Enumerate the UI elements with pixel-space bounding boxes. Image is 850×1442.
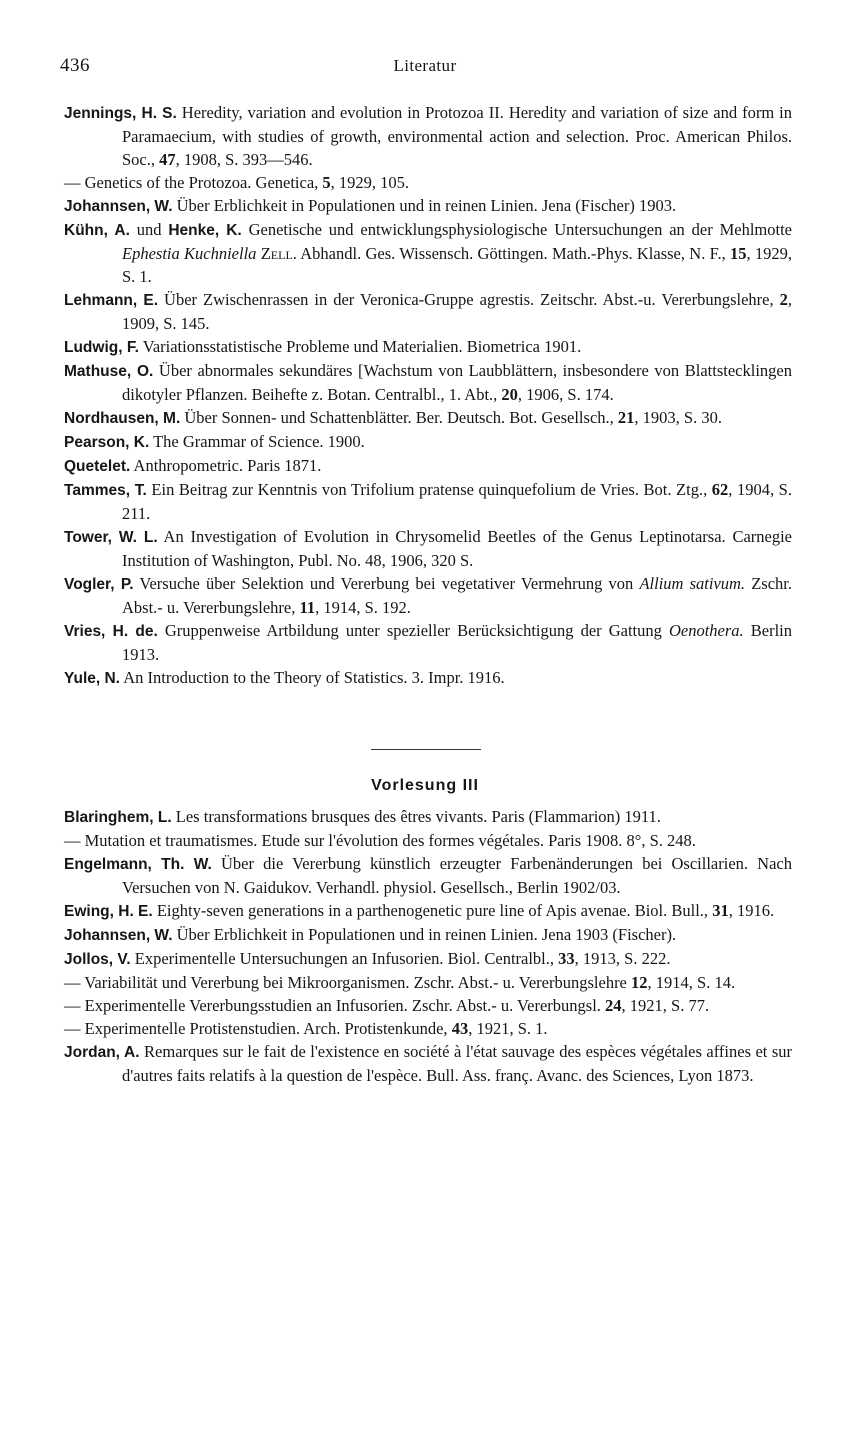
entry-text: Gruppenweise Artbildung unter spezieller Berücksichtigung der Gattung [157,621,669,640]
entry-author: Yule, N. [64,670,120,687]
entry-text: , 1914, S. 14. [647,973,736,992]
bibliography-entry [64,359,792,406]
volume-number: 21 [617,408,635,427]
bibliography-continuation [64,971,792,994]
entry-text: Versuche über Selektion und Vererbung bei vegetativer Vermehrung von [133,574,640,593]
entry-author: Vogler, P. [64,576,134,593]
volume-number: 2 [779,290,788,309]
bibliography-entry [64,1040,792,1087]
entry-text: , 1921, S. 77. [621,996,710,1015]
entry-text: , 1908, S. 393—546. [175,150,313,169]
entry-author: Tower, W. L. [64,529,158,546]
entry-text: Über Zwischenrassen in der Veronica-Gruppe agrestis. Zeitschr. Abst.-u. Vererbungslehre, [158,290,780,309]
volume-number: 12 [631,973,648,992]
entry-text: The Grammar of Science. 1900. [149,432,365,451]
bibliography-entry [64,478,792,525]
entry-author: Engelmann, Th. W. [64,856,212,873]
entry-author: Ludwig, F. [64,339,139,356]
entry-author: Johannsen, W. [64,198,173,215]
entry-text: , 1916. [728,901,775,920]
volume-number: 62 [711,480,729,499]
entry-author: Mathuse, O. [64,363,154,380]
entry-text: , 1909, S. 145. [122,290,792,333]
entry-author: Blaringhem, L. [64,809,172,826]
italic-title: Allium sativum. [639,574,746,593]
entry-text: , 1914, S. 192. [315,598,411,617]
entry-text: und [129,220,169,239]
bibliography-entry [64,406,792,430]
bibliography-entry [64,101,792,171]
volume-number: 47 [159,150,176,169]
entry-text: Über Erblichkeit in Populationen und in reinen Linien. Jena 1903 (Fischer). [172,925,677,944]
entry-text: Heredity, variation and evolution in Protozoa II. Heredity and variation of size and form in Paramaecium, with studies of growth, environmental action and selection. Proc. American Philos. Soc., [122,103,792,169]
volume-number: 5 [322,173,331,192]
bibliography-continuation [64,994,792,1017]
entry-text: — Variabilität und Vererbung bei Mikroorganismen. Zschr. Abst.- u. Vererbungslehre [64,973,632,992]
entry-coauthor: Henke, K. [168,222,242,239]
entry-text: Ein Beitrag zur Kenntnis von Trifolium pratense quinquefolium de Vries. Bot. Ztg., [146,480,712,499]
entry-text: . Abhandl. Ges. Wissensch. Göttingen. Math.-Phys. Klasse, N. F., [292,244,730,263]
entry-author: Vries, H. de. [64,623,158,640]
italic-title: Ephestia Kuchniella [122,244,257,263]
entry-text: , 1929, 105. [330,173,410,192]
entry-text: — Experimentelle Vererbungsstudien an Infusorien. Zschr. Abst.- u. Vererbungsl. [64,996,606,1015]
bibliography-entry [64,619,792,666]
entry-text: Genetische und entwicklungsphysiologische Untersuchungen an der Mehlmotte [241,220,792,239]
bibliography-entry [64,218,792,288]
bibliography-entry [64,525,792,572]
section-divider [371,749,481,750]
bibliography-entry [64,454,792,478]
volume-number: 24 [605,996,622,1015]
entry-text: Über Sonnen- und Schattenblätter. Ber. Deutsch. Bot. Gesellsch., [180,408,618,427]
entry-text: , 1906, S. 174. [517,385,614,404]
bibliography-entry [64,852,792,899]
page-number: 436 [60,55,90,76]
entry-text: — Genetics of the Protozoa. Genetica, [64,173,323,192]
bibliography-entry [64,194,792,218]
small-caps-name: Zell [260,244,293,263]
entry-text: — Mutation et traumatismes. Etude sur l'évolution des formes végétales. Paris 1908. 8°, S. 248. [64,831,696,850]
entry-author: Quetelet. [64,458,131,475]
entry-author: Jennings, H. S. [64,105,177,122]
italic-title: Oenothera. [668,621,744,640]
entry-text: Über abnormales sekundäres [Wachstum von Laubblättern, insbesondere von Blattstecklingen dikotyler Pflanzen. Beihefte z. Botan. Centralbl., 1. Abt., [122,361,792,404]
bibliography-continuation [64,1017,792,1040]
bibliography-entry [64,335,792,359]
bibliography-list-1 [64,101,792,690]
bibliography-entry [64,805,792,829]
entry-text: Les transformations brusques des êtres vivants. Paris (Flammarion) 1911. [171,807,661,826]
entry-author: Johannsen, W. [64,927,173,944]
entry-author: Jollos, V. [64,951,131,968]
volume-number: 11 [299,598,316,617]
volume-number: 33 [558,949,575,968]
running-head: Literatur [393,56,457,75]
entry-text: Eighty-seven generations in a parthenogenetic pure line of Apis avenae. Biol. Bull., [152,901,713,920]
entry-author: Pearson, K. [64,434,150,451]
volume-number: 15 [729,244,747,263]
entry-text: Remarques sur le fait de l'existence en société à l'état sauvage des espèces végétales affines et sur d'autres faits relatifs à la question de l'espèce. Bull. Ass. franç. Avanc. des Sciences, Lyon 1873. [122,1042,792,1085]
volume-number: 20 [501,385,518,404]
bibliography-entry [64,430,792,454]
bibliography-entry [64,923,792,947]
entry-text: , 1921, S. 1. [468,1019,548,1038]
bibliography-list-2 [64,805,792,1087]
entry-text: Anthropometric. Paris 1871. [130,456,322,475]
entry-author: Lehmann, E. [64,292,159,309]
bibliography-continuation [64,171,792,194]
entry-text: , 1929, S. 1. [122,244,793,286]
entry-text: — Experimentelle Protistenstudien. Arch. Protistenkunde, [64,1019,452,1038]
section-title: Vorlesung III [371,777,479,794]
entry-text: Variationsstatistische Probleme und Materialien. Biometrica 1901. [138,337,582,356]
entry-text: Über Erblichkeit in Populationen und in reinen Linien. Jena (Fischer) 1903. [172,196,677,215]
entry-text: , 1903, S. 30. [634,408,722,427]
entry-text: An Introduction to the Theory of Statistics. 3. Impr. 1916. [120,668,505,687]
bibliography-entry [64,899,792,923]
entry-author: Kühn, A. [64,222,130,239]
entry-text: Zschr. Abst.- u. Vererbungslehre, [122,574,792,617]
bibliography-entry [64,947,792,971]
entry-text: , 1904, S. 211. [122,480,792,523]
entry-author: Jordan, A. [64,1044,140,1061]
bibliography-entry [64,666,792,690]
volume-number: 31 [712,901,729,920]
bibliography-entry [64,572,792,619]
bibliography-continuation [64,829,792,852]
entry-text: Berlin 1913. [122,621,792,664]
entry-text: An Investigation of Evolution in Chrysomelid Beetles of the Genus Leptinotarsa. Carnegie Institution of Washington, Publ. No. 48, 1906, 320 S. [122,527,792,570]
bibliography-entry [64,288,792,335]
entry-author: Tammes, T. [64,482,147,499]
volume-number: 43 [451,1019,469,1038]
entry-author: Ewing, H. E. [64,903,153,920]
entry-author: Nordhausen, M. [64,410,181,427]
entry-text: Experimentelle Untersuchungen an Infusorien. Biol. Centralbl., [130,949,559,968]
entry-text: Über die Vererbung künstlich erzeugter Farbenänderungen bei Oscillarien. Nach Versuchen von N. Gaidukov. Verhandl. physiol. Gesellsch., Berlin 1902/03. [122,854,792,897]
entry-text: , 1913, S. 222. [574,949,671,968]
